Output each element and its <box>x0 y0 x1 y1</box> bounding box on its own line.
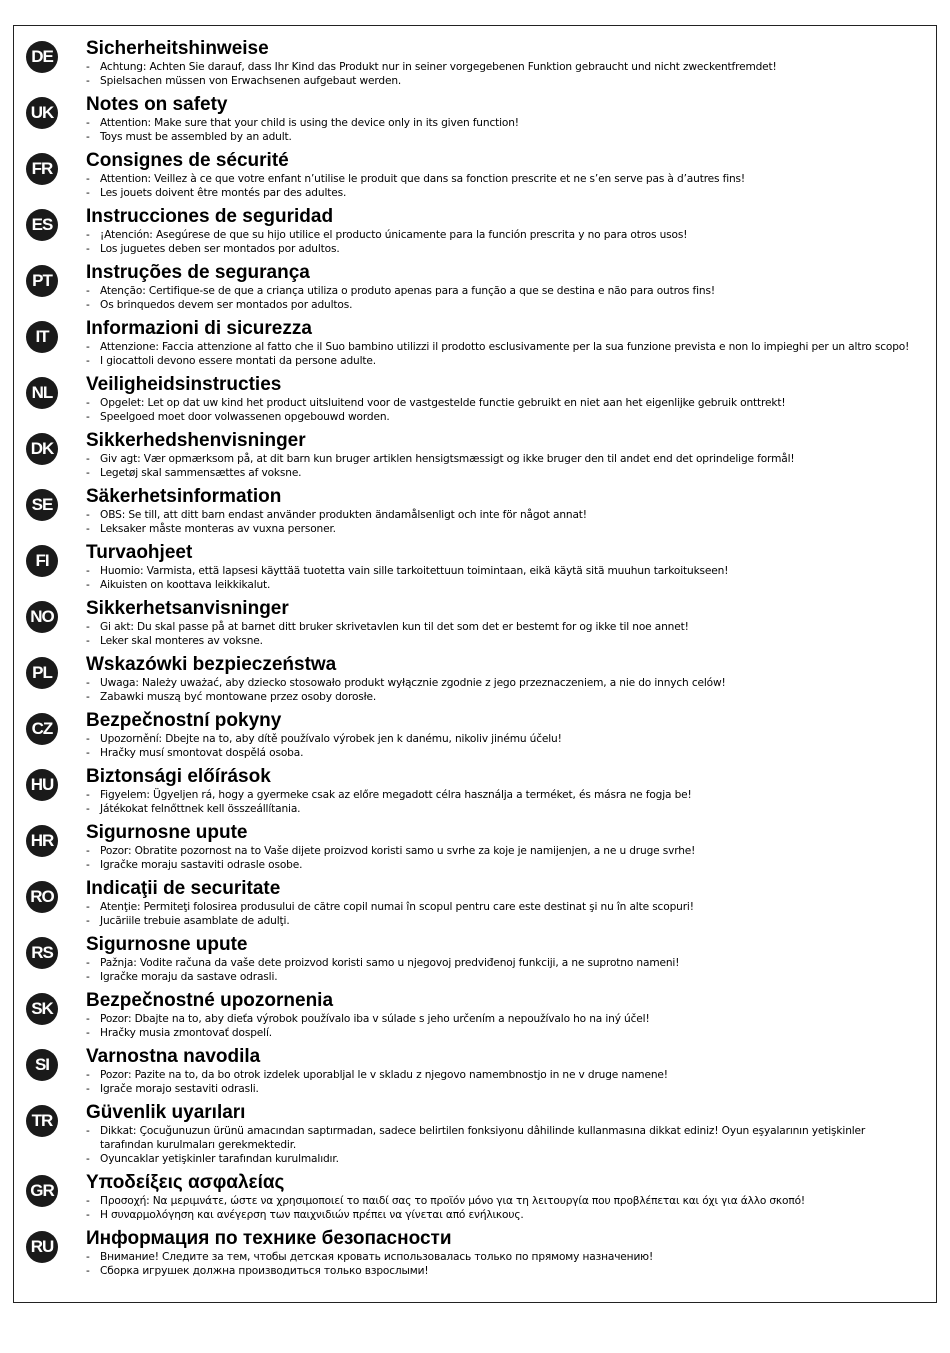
language-badge: PT <box>26 265 58 297</box>
section-it <box>26 318 916 368</box>
notice-item: - Opgelet: Let op dat uw kind het product uitsluitend voor de vastgestelde functie gebruikt en niet aan het eigenlijke gebruik onttrekt! <box>86 396 916 410</box>
language-badge: PL <box>26 657 58 689</box>
section-title: Notes on safety <box>86 94 228 115</box>
section-hr <box>26 822 916 872</box>
notice-item: - Spielsachen müssen von Erwachsenen aufgebaut werden. <box>86 74 916 88</box>
notice-item: - Сборка игрушек должна производиться только взрослыми! <box>86 1264 916 1278</box>
notice-item: - Dikkat: Çocuğunuzun ürünü amacından saptırmadan, sadece belirtilen fonksiyonu dâhilinde kullanmasına dikkat ediniz! Oyun eşyalarının yetişkinler tarafından kurulmaları gerekmektedir. <box>86 1124 916 1152</box>
language-badge: UK <box>26 97 58 129</box>
notice-item: - I giocattoli devono essere montati da persone adulte. <box>86 354 916 368</box>
notice-item: - Внимание! Следите за тем, чтобы детская кровать использовалась только по прямому назначению! <box>86 1250 916 1264</box>
language-badge: NL <box>26 377 58 409</box>
language-badge: SK <box>26 993 58 1025</box>
notice-item: - Játékokat felnőttnek kell összeállítania. <box>86 802 916 816</box>
section-es <box>26 206 916 256</box>
notice-list <box>86 116 916 144</box>
notice-item: - Giv agt: Vær opmærksom på, at dit barn kun bruger artiklen hensigtsmæssigt og ikke bruger den til andet end det oprindelige formål! <box>86 452 916 466</box>
language-badge: TR <box>26 1105 58 1137</box>
notice-item: - Speelgoed moet door volwassenen opgebouwd worden. <box>86 410 916 424</box>
notice-item: - Attention: Make sure that your child is using the device only in its given function! <box>86 116 916 130</box>
section-de <box>26 38 916 88</box>
notice-list <box>86 172 916 200</box>
section-pl <box>26 654 916 704</box>
notice-list <box>86 1068 916 1096</box>
section-dk <box>26 430 916 480</box>
notice-item: - Gi akt: Du skal passe på at barnet ditt bruker skrivetavlen kun til det som det er bestemt for og ikke til noe annet! <box>86 620 916 634</box>
notice-item: - Upozornění: Dbejte na to, aby dítě používalo výrobek jen k danému, nikoliv jinému účelu! <box>86 732 916 746</box>
notice-list <box>86 956 916 984</box>
language-badge: HU <box>26 769 58 801</box>
notice-item: - Atenţie: Permiteţi folosirea produsului de către copil numai în scopul pentru care este destinat şi nu în alte scopuri! <box>86 900 916 914</box>
notice-item: - Legetøj skal sammensættes af voksne. <box>86 466 916 480</box>
section-title: Güvenlik uyarıları <box>86 1102 246 1123</box>
section-title: Bezpečnostné upozornenia <box>86 990 334 1011</box>
notice-list <box>86 620 916 648</box>
language-badge: DE <box>26 41 58 73</box>
language-badge: HR <box>26 825 58 857</box>
notice-list <box>86 732 916 760</box>
notice-item: - Hračky musí smontovat dospělá osoba. <box>86 746 916 760</box>
notice-item: - Η συναρμολόγηση και ανέγερση των παιχνιδιών πρέπει να γίνεται από ενήλικους. <box>86 1208 916 1222</box>
notice-item: - Jucăriile trebuie asamblate de adulţi. <box>86 914 916 928</box>
section-title: Sigurnosne upute <box>86 934 248 955</box>
notice-item: - Hračky musia zmontovať dospelí. <box>86 1026 916 1040</box>
language-badge: SI <box>26 1049 58 1081</box>
section-title: Instrucciones de seguridad <box>86 206 334 227</box>
notice-item: - ¡Atención: Asegúrese de que su hijo utilice el producto únicamente para la función prescrita y no para otros usos! <box>86 228 916 242</box>
section-se <box>26 486 916 536</box>
section-title: Sigurnosne upute <box>86 822 248 843</box>
section-pt <box>26 262 916 312</box>
language-badge: DK <box>26 433 58 465</box>
notice-list <box>86 340 916 368</box>
section-no <box>26 598 916 648</box>
language-badge: RU <box>26 1231 58 1263</box>
notice-item: - Zabawki muszą być montowane przez osoby dorosłe. <box>86 690 916 704</box>
notice-list <box>86 844 916 872</box>
notice-item: - Pozor: Pazite na to, da bo otrok izdelek uporabljal le v skladu z njegovo namembnostjo in ne v druge namene! <box>86 1068 916 1082</box>
notice-item: - Atenção: Certifique-se de que a criança utiliza o produto apenas para a função a que se destina e não para outros fins! <box>86 284 916 298</box>
language-badge: GR <box>26 1175 58 1207</box>
section-gr <box>26 1172 916 1222</box>
notice-item: - Leksaker måste monteras av vuxna personer. <box>86 522 916 536</box>
notice-list <box>86 1012 916 1040</box>
section-title: Instruções de segurança <box>86 262 310 283</box>
notice-item: - Les jouets doivent être montés par des adultes. <box>86 186 916 200</box>
notice-item: - Figyelem: Ügyeljen rá, hogy a gyermeke csak az előre megadott célra használja a terméket, és másra ne fogja be! <box>86 788 916 802</box>
notice-item: - Oyuncaklar yetişkinler tarafından kurulmalıdır. <box>86 1152 916 1166</box>
section-title: Biztonsági előírások <box>86 766 271 787</box>
notice-list <box>86 676 916 704</box>
section-cz <box>26 710 916 760</box>
section-ru <box>26 1228 916 1278</box>
section-fi <box>26 542 916 592</box>
notice-list <box>86 1194 916 1222</box>
language-badge: ES <box>26 209 58 241</box>
notice-list <box>86 1250 916 1278</box>
notice-item: - OBS: Se till, att ditt barn endast använder produkten ändamålsenligt och inte för något annat! <box>86 508 916 522</box>
notice-item: - Igračke moraju sastaviti odrasle osobe. <box>86 858 916 872</box>
notice-item: - Achtung: Achten Sie darauf, dass Ihr Kind das Produkt nur in seiner vorgegebenen Funktion gebraucht und nicht zweckentfremdet! <box>86 60 916 74</box>
notice-list <box>86 1124 916 1166</box>
notice-list <box>86 508 916 536</box>
notice-item: - Προσοχή: Να μεριμνάτε, ώστε να χρησιμοποιεί το παιδί σας το προϊόν μόνο για τη λειτουργία που προβλέπεται και όχι για άλλο σκοπό! <box>86 1194 916 1208</box>
section-title: Consignes de sécurité <box>86 150 289 171</box>
section-ro <box>26 878 916 928</box>
section-sk <box>26 990 916 1040</box>
section-si <box>26 1046 916 1096</box>
section-nl <box>26 374 916 424</box>
section-title: Sikkerhedshenvisninger <box>86 430 306 451</box>
notice-item: - Attention: Veillez à ce que votre enfant n’utilise le produit que dans sa fonction prescrite et ne s’en serve pas à d’autres fins! <box>86 172 916 186</box>
section-title: Veiligheidsinstructies <box>86 374 282 395</box>
notice-item: - Pozor: Dbajte na to, aby dieťa výrobok používalo iba v súlade s jeho určením a nepoužívalo ho na iný účel! <box>86 1012 916 1026</box>
notice-item: - Los juguetes deben ser montados por adultos. <box>86 242 916 256</box>
notice-item: - Igrače morajo sestaviti odrasli. <box>86 1082 916 1096</box>
section-title: Varnostna navodila <box>86 1046 261 1067</box>
notice-item: - Uwaga: Należy uważać, aby dziecko stosowało produkt wyłącznie zgodnie z jego przeznaczeniem, a nie do innych celów! <box>86 676 916 690</box>
notice-item: - Huomio: Varmista, että lapsesi käyttää tuotetta vain sille tarkoitettuun toimintaan, eikä käytä sitä muuhun tarkoitukseen! <box>86 564 916 578</box>
notice-list <box>86 60 916 88</box>
notice-item: - Pažnja: Vodite računa da vaše dete proizvod koristi samo u njegovoj predviđenoj funkciji, a ne suprotno nameni! <box>86 956 916 970</box>
notice-list <box>86 284 916 312</box>
section-uk <box>26 94 916 144</box>
language-badge: RS <box>26 937 58 969</box>
section-title: Informazioni di sicurezza <box>86 318 312 339</box>
section-title: Wskazówki bezpieczeństwa <box>86 654 337 675</box>
section-title: Bezpečnostní pokyny <box>86 710 282 731</box>
section-title: Säkerhetsinformation <box>86 486 282 507</box>
section-hu <box>26 766 916 816</box>
section-title: Информация по технике безопасности <box>86 1228 452 1249</box>
language-badge: RO <box>26 881 58 913</box>
language-badge: SE <box>26 489 58 521</box>
section-tr <box>26 1102 916 1166</box>
section-title: Sikkerhetsanvisninger <box>86 598 289 619</box>
language-badge: FI <box>26 545 58 577</box>
notice-list <box>86 900 916 928</box>
notice-list <box>86 564 916 592</box>
notice-item: - Pozor: Obratite pozornost na to Vaše dijete proizvod koristi samo u svrhe za koje je namijenjen, a ne u druge svrhe! <box>86 844 916 858</box>
section-title: Sicherheitshinweise <box>86 38 269 59</box>
section-rs <box>26 934 916 984</box>
notice-item: - Leker skal monteres av voksne. <box>86 634 916 648</box>
notice-item: - Attenzione: Faccia attenzione al fatto che il Suo bambino utilizzi il prodotto esclusivamente per la sua funzione prevista e non lo impieghi per un altro scopo! <box>86 340 916 354</box>
section-title: Indicaţii de securitate <box>86 878 281 899</box>
notice-item: - Aikuisten on koottava leikkikalut. <box>86 578 916 592</box>
notice-list <box>86 228 916 256</box>
notice-list <box>86 396 916 424</box>
language-badge: FR <box>26 153 58 185</box>
safety-notes-list <box>26 38 916 1278</box>
notice-item: - Os brinquedos devem ser montados por adultos. <box>86 298 916 312</box>
notice-list <box>86 788 916 816</box>
language-badge: CZ <box>26 713 58 745</box>
section-title: Υποδείξεις ασφαλείας <box>86 1172 285 1193</box>
section-title: Turvaohjeet <box>86 542 193 563</box>
notice-list <box>86 452 916 480</box>
language-badge: IT <box>26 321 58 353</box>
language-badge: NO <box>26 601 58 633</box>
section-fr <box>26 150 916 200</box>
notice-item: - Toys must be assembled by an adult. <box>86 130 916 144</box>
notice-item: - Igračke moraju da sastave odrasli. <box>86 970 916 984</box>
